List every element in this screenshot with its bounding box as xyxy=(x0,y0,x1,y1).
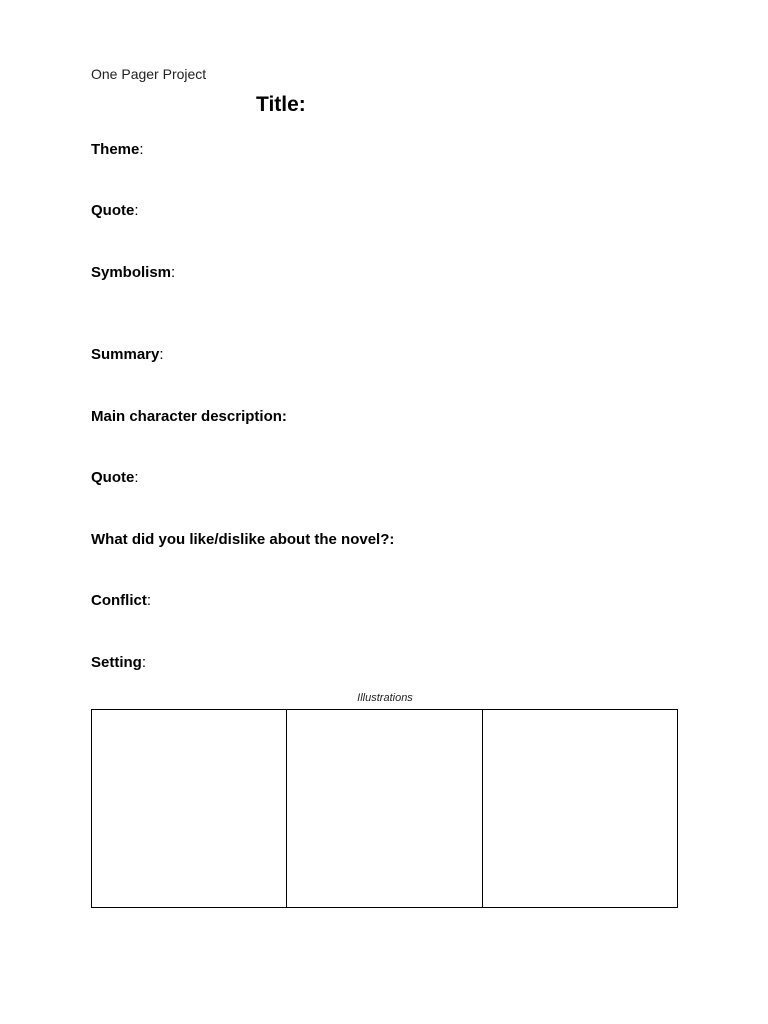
field-colon: : xyxy=(139,141,144,158)
field-summary xyxy=(91,346,164,363)
field-like-dislike xyxy=(91,531,394,548)
field-symbolism xyxy=(91,264,175,281)
field-label: What did you like/dislike about the novel? xyxy=(91,531,390,548)
field-colon: : xyxy=(134,469,139,486)
field-colon: : xyxy=(281,408,287,425)
field-label: Setting xyxy=(91,654,142,671)
field-label: Main character description xyxy=(91,408,282,425)
field-conflict xyxy=(91,592,151,609)
field-quote-2 xyxy=(91,469,139,486)
field-quote xyxy=(91,202,139,219)
illustration-box-3 xyxy=(482,710,677,908)
field-colon: : xyxy=(146,592,151,609)
field-label: Theme xyxy=(91,141,140,158)
field-colon: : xyxy=(389,531,395,548)
document-header: One Pager Project xyxy=(91,66,207,82)
field-theme xyxy=(91,141,144,158)
field-colon: : xyxy=(159,346,164,363)
field-label: Conflict xyxy=(91,592,147,609)
field-colon: : xyxy=(171,264,176,281)
illustrations-caption: Illustrations xyxy=(357,692,413,704)
illustration-box-1 xyxy=(92,710,287,908)
illustrations-row xyxy=(92,710,678,908)
field-label: Symbolism xyxy=(91,264,172,281)
illustrations-table xyxy=(91,709,678,908)
document-title: Title: xyxy=(256,93,306,116)
illustration-box-2 xyxy=(287,710,482,908)
field-colon: : xyxy=(134,202,139,219)
field-main-character-description xyxy=(91,408,287,425)
field-setting xyxy=(91,654,146,671)
field-label: Summary xyxy=(91,346,160,363)
field-label: Quote xyxy=(91,202,135,219)
field-label: Quote xyxy=(91,469,135,486)
field-colon: : xyxy=(141,654,147,671)
